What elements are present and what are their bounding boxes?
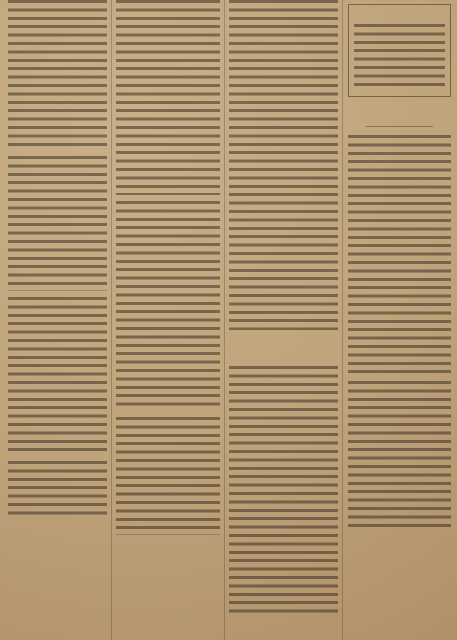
section-heading	[229, 336, 338, 349]
section-subhead	[229, 355, 338, 363]
paragraph	[116, 0, 220, 195]
paragraph	[8, 461, 107, 519]
notice-box-text	[354, 24, 445, 90]
paragraph	[229, 0, 338, 330]
divider	[366, 126, 433, 127]
column-4	[342, 0, 457, 640]
column-2	[111, 0, 224, 640]
notice-box	[348, 4, 451, 97]
paragraph	[348, 135, 451, 375]
paragraph	[8, 297, 107, 455]
column-1	[0, 0, 111, 640]
paragraph	[116, 417, 220, 535]
paragraph	[229, 366, 338, 616]
paragraph	[116, 201, 220, 411]
paragraph	[8, 0, 107, 150]
section-heading	[348, 105, 451, 118]
notice-box-title	[354, 13, 445, 21]
printer-line	[349, 626, 449, 634]
paragraph	[348, 381, 451, 531]
column-3	[224, 0, 342, 640]
paragraph	[8, 156, 107, 291]
